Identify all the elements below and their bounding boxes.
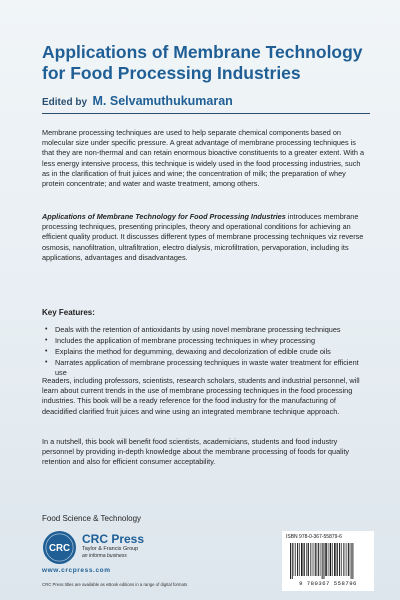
barcode-bar (297, 543, 298, 576)
book-title: Applications of Membrane Technology for Food Processing Industries (42, 42, 363, 83)
publisher-url[interactable]: www.crcpress.com (42, 567, 111, 574)
barcode-bar (332, 543, 333, 576)
barcode-bar (304, 543, 305, 576)
description-paragraph-3: Readers, including professors, scientists, research scholars, students and industrial personnel, will learn about current trends in the use of membrane processing techniques in the food processing industries. This book will be a ready reference for the food industry for the manufacturing of deacidified clarified fruit juices and wine using an integrated membrane technique approach. (42, 376, 360, 416)
barcode-bar (328, 543, 329, 576)
bullet-icon: • (45, 337, 48, 344)
barcode-bar (310, 543, 311, 576)
publisher-block (82, 533, 144, 560)
description-paragraph-2 (42, 212, 368, 263)
barcode (282, 531, 374, 591)
crc-logo-icon (42, 530, 77, 565)
publisher-informa: an informa business (82, 553, 127, 559)
barcode-bar (292, 543, 293, 579)
description-paragraph-1: Membrane processing techniques are used to help separate chemical components based on molecular size under specific pressure. A great advantage of membrane processing techniques is that they are non-thermal and can retain enormous bioactive constituents to a greater extent. With a less energy intensive process, this technique is widely used in the food processing industries, such as in the clarification of fruit juices and wine; the concentration of milk; the preparation of whey protein concentrate; and water and waste treatment, among others. (42, 128, 365, 189)
key-feature-text: Includes the application of membrane processing techniques in whey processing (55, 336, 316, 345)
bullet-icon: • (45, 359, 48, 366)
key-feature-text: Explains the method for degumming, dewaxing and decolorization of edible crude oils (55, 347, 331, 356)
barcode-bar (324, 543, 325, 579)
publisher-group: Taylor & Francis Group (82, 546, 139, 552)
barcode-bars (288, 543, 368, 579)
barcode-digits: 9 780367 558796 (299, 580, 357, 587)
barcode-bar (330, 543, 332, 576)
barcode-bar (315, 543, 316, 576)
barcode-bar (351, 543, 352, 579)
isbn-label: ISBN 978-0-367-55879-6 (286, 534, 342, 540)
barcode-bar (299, 543, 300, 576)
barcode-bar (294, 543, 295, 576)
barcode-bar (343, 543, 344, 576)
bullet-icon: • (45, 326, 48, 333)
barcode-bar (339, 543, 340, 576)
key-features-list (42, 325, 368, 379)
barcode-bar (306, 543, 307, 576)
ebook-note: CRC Press titles are available as eBook editions in a range of digital formats (42, 582, 188, 587)
barcode-bar (347, 543, 348, 576)
editor-name: M. Selvamuthukumaran (92, 94, 233, 108)
barcode-bar (295, 543, 296, 576)
key-feature-text: Narrates application of membrane processing techniques in waste water treatment for efficient use (55, 358, 359, 377)
key-feature-text: Deals with the retention of antioxidants by using novel membrane processing techniques (55, 325, 341, 334)
key-features-heading: Key Features: (42, 308, 95, 317)
barcode-bar (337, 543, 338, 576)
barcode-bar (341, 543, 342, 576)
barcode-bar (325, 543, 327, 576)
key-feature-item (42, 347, 368, 357)
barcode-bar (318, 543, 319, 576)
barcode-bar (352, 543, 353, 579)
description-paragraph-2-rest: introduces membrane processing techniques, presenting principles, theory and operational conditions for achieving an efficient quality product. It discusses different types of membrane processing techniques viz reverse osmosis, nanofiltration, ultrafiltration, electro dialysis, microfiltration, pervaporation, including its applications, advantages and disadvantages. (42, 212, 364, 262)
publisher-name: CRC Press (82, 532, 145, 546)
barcode-bar (320, 543, 321, 576)
barcode-bar (322, 543, 323, 579)
key-feature-item (42, 336, 368, 346)
editor-label: Edited by (42, 97, 88, 108)
key-feature-item (42, 358, 368, 378)
key-feature-item (42, 325, 368, 335)
editor-line (42, 94, 382, 108)
series-name: Food Science & Technology (42, 514, 142, 523)
barcode-bar (345, 543, 346, 576)
barcode-bar (290, 543, 291, 579)
bullet-icon: • (45, 348, 48, 355)
description-paragraph-4: In a nutshell, this book will benefit food scientists, academicians, students and food industry personnel by providing in-depth knowledge about the membrane processing of foods for quality retention and also for efficient consumer acceptability. (42, 437, 350, 467)
barcode-bar (301, 543, 303, 576)
barcode-bar (308, 543, 309, 576)
barcode-bar (314, 543, 315, 576)
barcode-bar (312, 543, 313, 576)
barcode-bar (334, 543, 336, 576)
barcode-bar (348, 543, 349, 576)
description-paragraph-2-lead: Applications of Membrane Technology for Food Processing Industries (42, 212, 286, 221)
crc-logo-text: CRC (48, 542, 71, 554)
title-divider (42, 113, 370, 114)
